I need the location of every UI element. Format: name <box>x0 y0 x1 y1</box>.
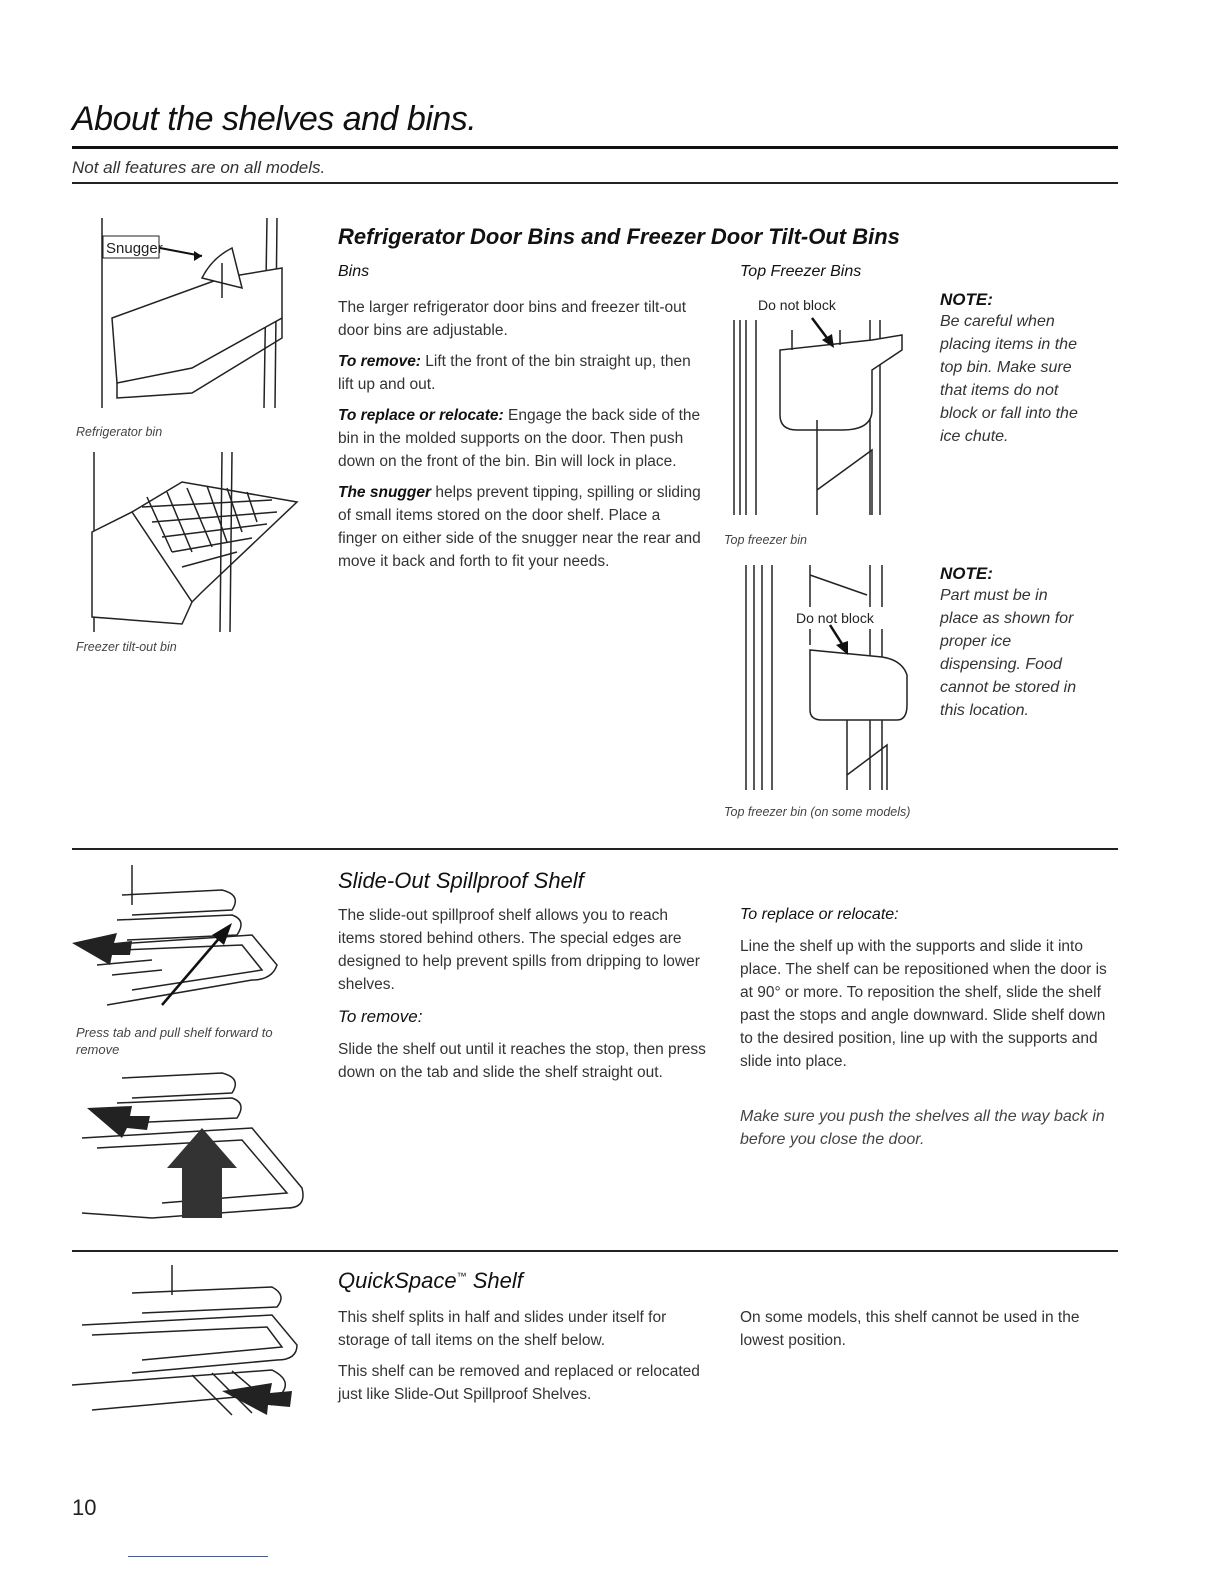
note-2-heading: NOTE: <box>940 564 993 583</box>
replace-label: To replace or relocate: <box>338 407 504 424</box>
quickspace-heading-text: QuickSpace <box>338 1268 457 1293</box>
spillproof-para: The slide-out spillproof shelf allows you to reach items stored behind others. The special edges are designed to help prevent spills from dripping to lower shelves. <box>338 907 700 993</box>
top-freezer-bin-illustration <box>722 290 927 522</box>
section-divider-2 <box>72 1250 1118 1252</box>
quickspace-shelf-illustration <box>72 1265 312 1425</box>
spillproof-heading: Slide-Out Spillproof Shelf <box>338 868 584 893</box>
spillproof-replace-body <box>740 935 1110 1081</box>
snugger-callout: Snugger <box>106 240 163 257</box>
note-1-heading: NOTE: <box>940 290 993 309</box>
refrigerator-bin-illustration <box>72 218 312 418</box>
door-bins-remove <box>338 350 703 396</box>
caption-refrigerator-bin: Refrigerator bin <box>76 425 163 439</box>
quickspace-body <box>338 1306 713 1414</box>
snugger-label: The snugger <box>338 484 432 501</box>
top-freezer-bin-drawing <box>722 290 927 522</box>
spillproof-body <box>338 904 708 1004</box>
remove-label: To remove: <box>338 353 421 370</box>
spillproof-shelf-illustration-1 <box>72 865 312 1020</box>
remove-text: Lift the front of the bin straight up, then lift up and out. <box>338 353 691 393</box>
spillproof-reminder: Make sure you push the shelves all the way back in before you close the door. <box>740 1108 1105 1148</box>
spillproof-remove-text: Slide the shelf out until it reaches the stop, then press down on the tab and slide the shelf straight out. <box>338 1041 706 1081</box>
trademark-symbol: ™ <box>456 1271 467 1283</box>
spillproof-shelf-illustration-2 <box>72 1068 312 1228</box>
refrigerator-bin-drawing <box>72 218 312 418</box>
page-title: About the shelves and bins. <box>72 100 477 138</box>
quickspace-para3: On some models, this shelf cannot be used in the lowest position. <box>740 1309 1080 1349</box>
quickspace-shelf-drawing <box>72 1265 312 1425</box>
freezer-bin-illustration <box>72 452 312 637</box>
spillproof-shelf-drawing-2 <box>72 1068 312 1228</box>
note-1-text: Be careful when placing items in the top bin. Make sure that items do not block or fall into the ice chute. <box>940 313 1078 445</box>
door-bins-body <box>338 296 703 581</box>
quickspace-para1: This shelf splits in half and slides under itself for storage of tall items on the shelf below. <box>338 1309 667 1349</box>
bins-subheading: Bins <box>338 263 370 280</box>
section-divider-1 <box>72 848 1118 850</box>
note-1 <box>940 290 1090 448</box>
replace-text: Engage the back side of the bin in the molded supports on the door. Then push down on the front of the bin. Bin will lock in place. <box>338 407 701 470</box>
caption-top-freezer-bin: Top freezer bin <box>724 533 807 547</box>
caption-top-freezer-bin-some-models: Top freezer bin (on some models) <box>724 805 911 819</box>
quickspace-heading-suffix: Shelf <box>466 1268 523 1293</box>
top-freezer-bins-subheading: Top Freezer Bins <box>740 263 862 280</box>
top-freezer-bin-some-models-illustration <box>722 565 927 793</box>
quickspace-para2: This shelf can be removed and replaced or relocated just like Slide-Out Spillproof Shelves. <box>338 1363 700 1403</box>
subtitle-rule <box>72 182 1118 184</box>
door-bins-replace <box>338 404 703 473</box>
freezer-bin-drawing <box>72 452 312 637</box>
quickspace-heading <box>338 1268 523 1294</box>
footer-line <box>128 1556 268 1557</box>
caption-spillproof: Press tab and pull shelf forward to remove <box>76 1025 273 1057</box>
page-subtitle: Not all features are on all models. <box>72 158 326 177</box>
spillproof-remove-heading: To remove: <box>338 1007 423 1026</box>
door-bins-heading: Refrigerator Door Bins and Freezer Door Tilt-Out Bins <box>338 224 900 249</box>
snugger-text: helps prevent tipping, spilling or sliding of small items stored on the door shelf. Place a finger on either side of the snugger near the rear and move it back and forth to fit your needs. <box>338 484 701 570</box>
spillproof-replace-heading: To replace or relocate: <box>740 906 899 923</box>
note-2 <box>940 564 1090 722</box>
door-bins-snugger <box>338 481 703 573</box>
door-bins-para1: The larger refrigerator door bins and freezer tilt-out door bins are adjustable. <box>338 299 687 339</box>
caption-freezer-bin: Freezer tilt-out bin <box>76 640 177 654</box>
top-freezer-bin-some-models-drawing <box>722 565 927 793</box>
spillproof-remove-body <box>338 1038 708 1092</box>
do-not-block-label-1: Do not block <box>758 297 836 313</box>
quickspace-body-right <box>740 1306 1110 1360</box>
do-not-block-label-2: Do not block <box>796 610 874 626</box>
spillproof-replace-text: Line the shelf up with the supports and slide it into place. The shelf can be repositioned when the door is at 90° or more. To reposition the shelf, slide the shelf past the stops and angle downward. Slide shelf down to the desired position, line up with the supports and slide into place. <box>740 938 1107 1070</box>
note-2-text: Part must be in place as shown for proper ice dispensing. Food cannot be stored in this location. <box>940 587 1077 719</box>
page-number: 10 <box>72 1495 97 1520</box>
title-rule <box>72 146 1118 149</box>
spillproof-shelf-drawing-1 <box>72 865 312 1020</box>
